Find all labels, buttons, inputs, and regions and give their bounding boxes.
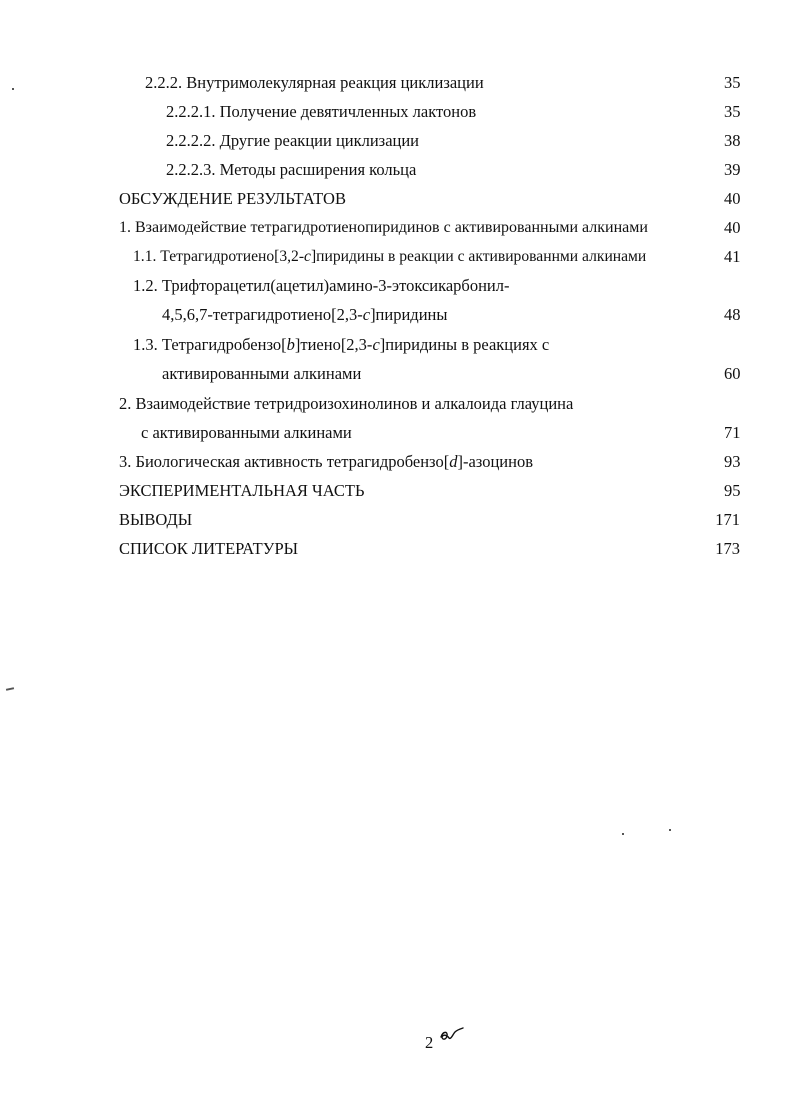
- toc-entry-label: с активированными алкинами: [141, 423, 352, 442]
- toc-entry-page: 41: [724, 247, 741, 266]
- toc-entry: [162, 303, 740, 327]
- toc-entry-label: 1.3. Тетрагидробензо[b]тиено[2,3-c]пиридины в реакциях с: [133, 335, 550, 354]
- toc-entry: [133, 274, 740, 298]
- toc-entry-page: 173: [715, 539, 740, 558]
- toc-entry-page: 95: [724, 481, 741, 500]
- toc-entry-label: ОБСУЖДЕНИЕ РЕЗУЛЬТАТОВ: [119, 189, 346, 208]
- toc-entry-section: [119, 479, 740, 503]
- toc-entry: [145, 71, 740, 95]
- handwritten-mark-icon: [439, 1027, 465, 1045]
- toc-entry-label: 2.2.2. Внутримолекулярная реакция циклизации: [145, 73, 484, 92]
- toc-entry-page: 48: [724, 305, 741, 324]
- toc-entry-page: 60: [724, 364, 741, 383]
- toc-entry-label: 3. Биологическая активность тетрагидробензо[d]-азоцинов: [119, 452, 533, 471]
- toc-entry-label: 2.2.2.1. Получение девятичленных лактонов: [166, 102, 477, 121]
- toc-entry-page: 39: [724, 160, 741, 179]
- toc-entry-label: 2. Взаимодействие тетридроизохинолинов и алкалоида глауцина: [119, 394, 574, 413]
- toc-entry-label: 2.2.2.2. Другие реакции циклизации: [166, 131, 420, 150]
- toc-entry: [166, 129, 740, 153]
- toc-entry-section: [119, 537, 740, 561]
- toc-entry-label: 1.2. Трифторацетил(ацетил)амино-3-этоксикарбонил-: [133, 276, 510, 295]
- toc-entry-page: 171: [715, 510, 740, 529]
- toc-entry-page: 40: [724, 218, 741, 237]
- toc-entry-label: ВЫВОДЫ: [119, 510, 193, 529]
- scan-speck: [622, 833, 624, 835]
- toc-entry: [141, 421, 740, 445]
- toc-entry: [166, 100, 740, 124]
- toc-entry-label: 2.2.2.3. Методы расширения кольца: [166, 160, 417, 179]
- toc-entry-label: 4,5,6,7-тетрагидротиено[2,3-c]пиридины: [162, 305, 448, 324]
- page-number: 2: [425, 1033, 434, 1052]
- toc-entry-page: 35: [724, 102, 741, 121]
- toc-entry-page: 71: [724, 423, 741, 442]
- toc-entry-label: 1.1. Тетрагидротиено[3,2-c]пиридины в реакции с активированнми алкинами: [133, 248, 647, 265]
- toc-entry: [119, 216, 740, 240]
- toc-entry: [119, 392, 740, 416]
- toc-entry: [133, 245, 740, 269]
- toc-entry: [133, 333, 740, 357]
- toc-entry-label: 1. Взаимодействие тетрагидротиенопиридинов с активированными алкинами: [119, 219, 648, 236]
- toc-entry-page: 40: [724, 189, 741, 208]
- toc-entry-label: ЭКСПЕРИМЕНТАЛЬНАЯ ЧАСТЬ: [119, 481, 365, 500]
- toc-entry-page: 38: [724, 131, 741, 150]
- toc-entry-page: 93: [724, 452, 741, 471]
- toc-entry-label: СПИСОК ЛИТЕРАТУРЫ: [119, 539, 299, 558]
- toc-entry: [119, 450, 740, 474]
- toc-entry: [162, 362, 740, 386]
- scan-speck: [6, 687, 14, 691]
- scan-speck: [669, 829, 671, 831]
- toc-entry-label: активированными алкинами: [162, 364, 362, 383]
- scan-speck: [12, 88, 14, 90]
- toc-entry-page: 35: [724, 73, 741, 92]
- toc-entry: [166, 158, 740, 182]
- toc-entry-section: [119, 187, 740, 211]
- toc-entry-section: [119, 508, 740, 532]
